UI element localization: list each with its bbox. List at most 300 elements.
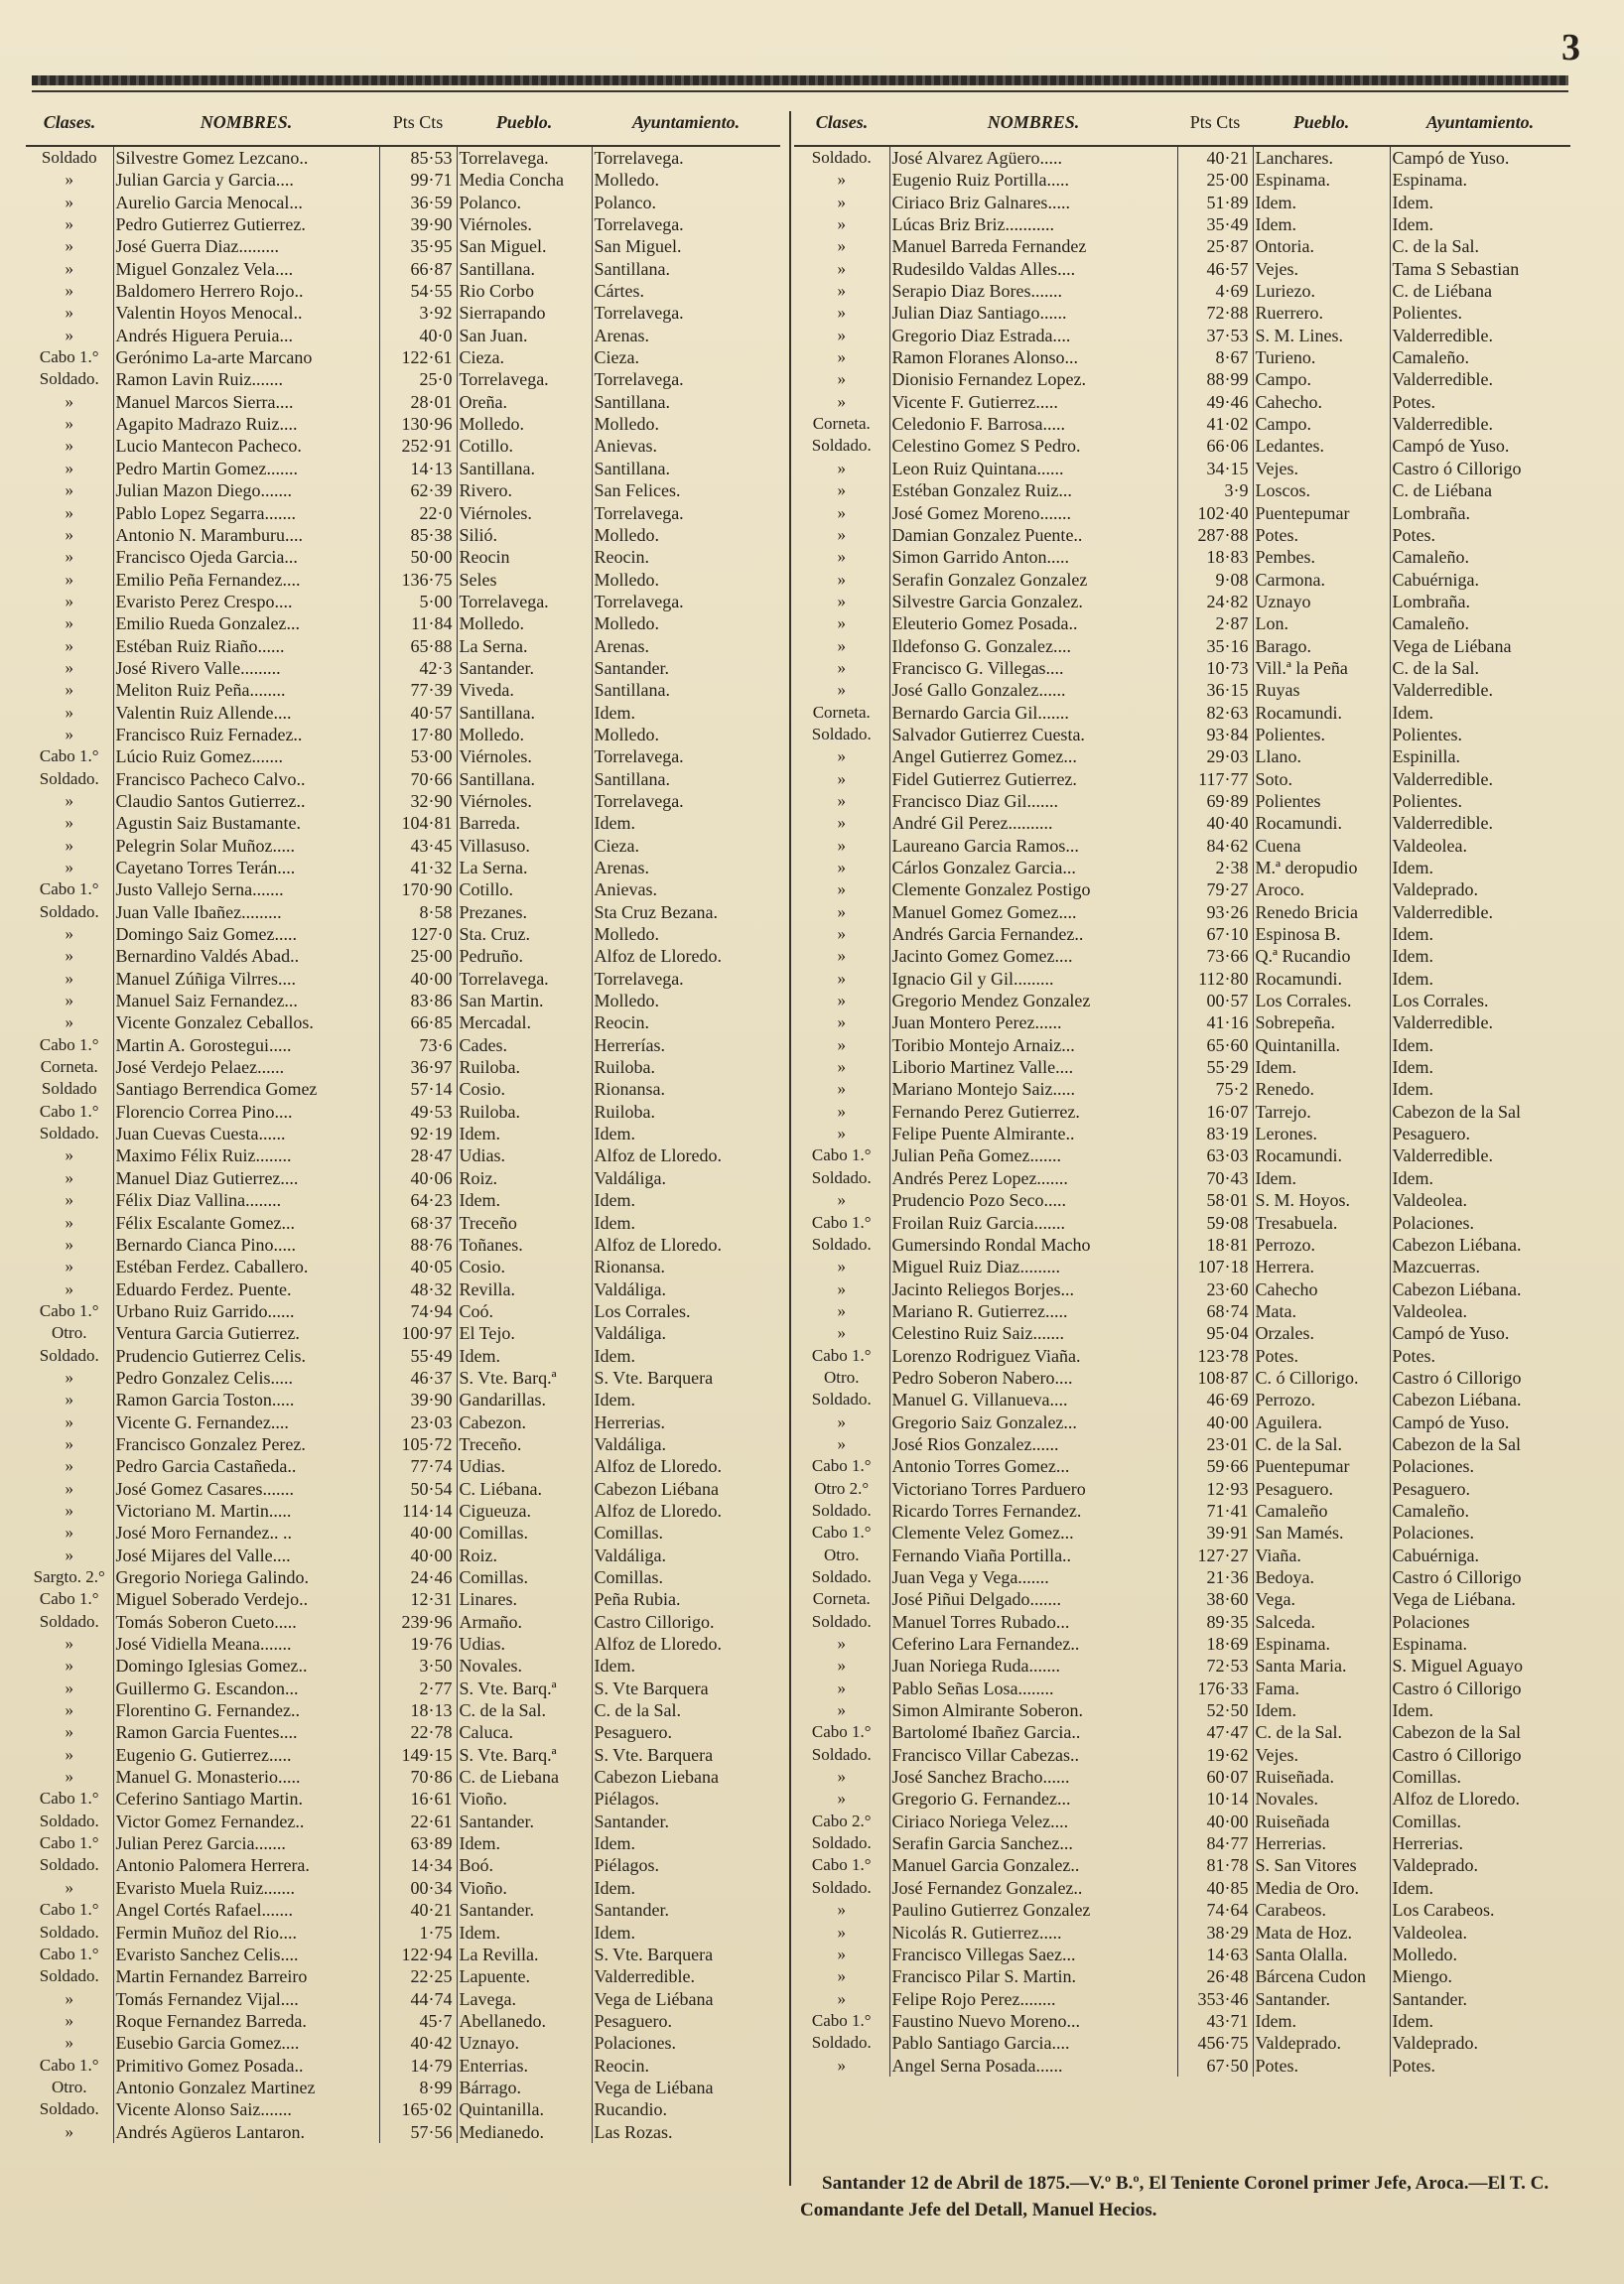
cell-pts: 100·97 <box>379 1322 457 1344</box>
cell-pueblo: Potes. <box>1253 2055 1390 2077</box>
cell-pts: 25·00 <box>379 945 457 967</box>
cell-pueblo: Llano. <box>1253 745 1390 767</box>
cell-ayuntamiento: Molledo. <box>592 169 780 191</box>
cell-pts: 18·83 <box>1177 546 1253 568</box>
cell-ayuntamiento: Molledo. <box>592 612 780 634</box>
table-row <box>26 302 780 324</box>
cell-pueblo: Cosio. <box>457 1256 592 1277</box>
table-row <box>794 1832 1570 1854</box>
cell-pueblo: Udias. <box>457 1144 592 1166</box>
cell-ayuntamiento: Los Carabeos. <box>1390 1899 1570 1921</box>
table-row <box>794 524 1570 546</box>
cell-pts: 51·89 <box>1177 192 1253 213</box>
cell-pts: 14·79 <box>379 2055 457 2077</box>
cell-ayuntamiento: Anievas. <box>592 878 780 900</box>
cell-clase: Cabo 1.° <box>39 1101 99 1121</box>
table-row <box>794 945 1570 967</box>
cell-pueblo: Ruiseñada. <box>1253 1766 1390 1788</box>
cell-ayuntamiento: Reocin. <box>592 546 780 568</box>
cell-ayuntamiento: Idem. <box>1390 1034 1570 1056</box>
table-row <box>794 1744 1570 1766</box>
cell-clase: Soldado. <box>811 724 872 743</box>
cell-pts: 46·69 <box>1177 1389 1253 1411</box>
cell-nombre: Salvador Gutierrez Cuesta. <box>889 724 1177 745</box>
cell-pueblo: Salceda. <box>1253 1611 1390 1633</box>
cell-pueblo: C. Liébana. <box>457 1478 592 1500</box>
cell-pueblo: Ledantes. <box>1253 435 1390 457</box>
cell-pueblo: Boó. <box>457 1854 592 1876</box>
cell-nombre: Manuel Zúñiga Vilrres.... <box>113 968 379 990</box>
cell-ayuntamiento: Valdáliga. <box>592 1545 780 1566</box>
cell-ayuntamiento: Cabuérniga. <box>1390 1545 1570 1566</box>
cell-ayuntamiento: Molledo. <box>592 923 780 945</box>
cell-clase: Soldado. <box>811 436 872 456</box>
cell-pueblo: Santander. <box>457 1899 592 1921</box>
cell-pueblo: Idem. <box>457 1189 592 1211</box>
cell-pts: 68·37 <box>379 1212 457 1234</box>
table-row <box>26 1056 780 1078</box>
cell-nombre: Serafin Garcia Sanchez... <box>889 1832 1177 1854</box>
cell-nombre: Cayetano Torres Terán.... <box>113 857 379 878</box>
cell-pueblo: Idem. <box>457 1832 592 1854</box>
cell-pts: 48·32 <box>379 1278 457 1300</box>
cell-ayuntamiento: Santander. <box>592 1899 780 1921</box>
cell-clase: » <box>65 281 73 301</box>
table-row <box>794 1256 1570 1277</box>
cell-ayuntamiento: Santillana. <box>592 258 780 280</box>
cell-pueblo: Treceño. <box>457 1433 592 1455</box>
cell-clase: Soldado. <box>39 1124 99 1143</box>
cell-clase: Soldado. <box>39 2099 99 2119</box>
cell-pts: 40·0 <box>379 325 457 346</box>
cell-pts: 40·05 <box>379 1256 457 1277</box>
table-row <box>26 1189 780 1211</box>
cell-pueblo: C. de Liebana <box>457 1766 592 1788</box>
table-row <box>26 1811 780 1832</box>
cell-ayuntamiento: Castro ó Cillorigo <box>1390 1367 1570 1389</box>
cell-pts: 36·97 <box>379 1056 457 1078</box>
table-row <box>26 1854 780 1876</box>
cell-clase: » <box>837 170 846 190</box>
cell-clase: » <box>837 991 846 1010</box>
cell-pueblo: Cuena <box>1253 835 1390 857</box>
cell-pueblo: Uznayo. <box>457 2032 592 2054</box>
cell-ayuntamiento: Santillana. <box>592 391 780 413</box>
cell-nombre: Ramon Lavin Ruiz....... <box>113 368 379 390</box>
cell-nombre: Francisco Pilar S. Martin. <box>889 1965 1177 1987</box>
cell-nombre: Liborio Martinez Valle.... <box>889 1056 1177 1078</box>
cell-pts: 99·71 <box>379 169 457 191</box>
cell-clase: » <box>837 1767 846 1787</box>
table-row <box>794 2032 1570 2054</box>
cell-clase: » <box>837 946 846 966</box>
cell-pts: 75·2 <box>1177 1078 1253 1100</box>
cell-pts: 50·00 <box>379 546 457 568</box>
table-row <box>794 192 1570 213</box>
cell-pts: 40·21 <box>379 1899 457 1921</box>
cell-ayuntamiento: Valdáliga. <box>592 1433 780 1455</box>
cell-pts: 18·69 <box>1177 1633 1253 1655</box>
cell-nombre: Vicente F. Gutierrez..... <box>889 391 1177 413</box>
table-row <box>794 502 1570 524</box>
cell-ayuntamiento: Idem. <box>1390 192 1570 213</box>
cell-pts: 4·69 <box>1177 280 1253 302</box>
cell-ayuntamiento: Polaciones. <box>1390 1455 1570 1477</box>
cell-pueblo: Tarrejo. <box>1253 1101 1390 1123</box>
cell-clase: » <box>65 1523 73 1543</box>
cell-clase: » <box>65 1278 73 1298</box>
table-row <box>794 790 1570 812</box>
cell-nombre: Angel Serna Posada...... <box>889 2055 1177 2077</box>
cell-pts: 59·08 <box>1177 1212 1253 1234</box>
cell-clase: Soldado. <box>39 1966 99 1986</box>
cell-pts: 88·76 <box>379 1234 457 1256</box>
cell-pts: 52·50 <box>1177 1699 1253 1721</box>
cell-ayuntamiento: Molledo. <box>592 569 780 591</box>
cell-ayuntamiento: Santander. <box>592 1811 780 1832</box>
cell-nombre: Francisco Ojeda Garcia... <box>113 546 379 568</box>
cell-nombre: Ignacio Gil y Gil......... <box>889 968 1177 990</box>
cell-nombre: Prudencio Gutierrez Celis. <box>113 1345 379 1367</box>
cell-nombre: Bernardo Garcia Gil....... <box>889 702 1177 724</box>
cell-clase: Soldado. <box>39 1611 99 1631</box>
cell-clase: » <box>65 813 73 833</box>
cell-clase: » <box>65 724 73 743</box>
cell-pts: 12·93 <box>1177 1478 1253 1500</box>
cell-nombre: Ramon Garcia Fuentes.... <box>113 1721 379 1743</box>
cell-clase: » <box>65 946 73 966</box>
cell-ayuntamiento: Idem. <box>1390 945 1570 967</box>
table-row <box>26 1699 780 1721</box>
cell-pts: 84·62 <box>1177 835 1253 857</box>
cell-pueblo: Idem. <box>1253 192 1390 213</box>
cell-nombre: Vicente Gonzalez Ceballos. <box>113 1011 379 1033</box>
table-row <box>26 1433 780 1455</box>
cell-pts: 35·49 <box>1177 213 1253 235</box>
cell-nombre: Evaristo Muela Ruiz....... <box>113 1877 379 1899</box>
cell-nombre: Froilan Ruiz Garcia....... <box>889 1212 1177 1234</box>
cell-pts: 40·00 <box>379 1545 457 1566</box>
table-row <box>794 479 1570 501</box>
cell-nombre: Jacinto Gomez Gomez.... <box>889 945 1177 967</box>
cell-ayuntamiento: Polaciones. <box>592 2032 780 2054</box>
table-row <box>26 1522 780 1544</box>
header-pts: Pts Cts <box>1177 99 1253 146</box>
cell-nombre: José Fernandez Gonzalez.. <box>889 1877 1177 1899</box>
cell-clase: » <box>65 502 73 522</box>
cell-pts: 63·03 <box>1177 1144 1253 1166</box>
cell-pueblo: La Serna. <box>457 635 592 657</box>
cell-ayuntamiento: Cabezon de la Sal <box>1390 1101 1570 1123</box>
cell-ayuntamiento: Valdeolea. <box>1390 1189 1570 1211</box>
cell-nombre: Manuel G. Villanueva.... <box>889 1389 1177 1411</box>
table-row <box>794 591 1570 612</box>
header-row <box>794 99 1570 146</box>
cell-clase: » <box>837 901 846 921</box>
header-pts: Pts Cts <box>379 99 457 146</box>
left-table-body <box>26 146 780 2143</box>
cell-pueblo: Sobrepeña. <box>1253 1011 1390 1033</box>
cell-nombre: Juan Valle Ibañez......... <box>113 901 379 923</box>
cell-pts: 49·53 <box>379 1101 457 1123</box>
cell-nombre: Agustin Saiz Bustamante. <box>113 812 379 834</box>
cell-pts: 47·47 <box>1177 1721 1253 1743</box>
cell-clase: » <box>65 303 73 323</box>
cell-nombre: Ciriaco Noriega Velez.... <box>889 1811 1177 1832</box>
cell-pts: 24·82 <box>1177 591 1253 612</box>
cell-nombre: Paulino Gutierrez Gonzalez <box>889 1899 1177 1921</box>
cell-pueblo: Vejes. <box>1253 258 1390 280</box>
cell-pts: 25·0 <box>379 368 457 390</box>
cell-pueblo: Bedoya. <box>1253 1566 1390 1588</box>
cell-clase: » <box>837 1789 846 1809</box>
cell-ayuntamiento: Herrerias. <box>592 1411 780 1433</box>
table-row <box>794 546 1570 568</box>
cell-pts: 176·33 <box>1177 1678 1253 1699</box>
cell-clase: » <box>837 214 846 234</box>
cell-pts: 62·39 <box>379 479 457 501</box>
cell-pts: 65·60 <box>1177 1034 1253 1056</box>
table-row <box>794 391 1570 413</box>
cell-pueblo: S. Vte. Barq.ª <box>457 1678 592 1699</box>
cell-clase: Corneta. <box>40 1057 98 1077</box>
cell-pueblo: Idem. <box>457 1123 592 1144</box>
cell-ayuntamiento: Torrelavega. <box>592 502 780 524</box>
cell-clase: » <box>65 1700 73 1720</box>
cell-pueblo: S. M. Lines. <box>1253 325 1390 346</box>
cell-nombre: Serapio Diaz Bores....... <box>889 280 1177 302</box>
cell-ayuntamiento: Cabezon Liébana. <box>1390 1234 1570 1256</box>
right-roster-table <box>794 99 1570 2077</box>
cell-ayuntamiento: Herrerias. <box>1390 1832 1570 1854</box>
cell-pts: 34·15 <box>1177 458 1253 479</box>
cell-clase: » <box>65 1190 73 1210</box>
cell-pts: 14·34 <box>379 1854 457 1876</box>
cell-ayuntamiento: Pesaguero. <box>592 2010 780 2032</box>
table-row <box>26 857 780 878</box>
cell-clase: » <box>65 480 73 500</box>
table-row <box>794 169 1570 191</box>
cell-pueblo: Cabezon. <box>457 1411 592 1433</box>
cell-ayuntamiento: Las Rozas. <box>592 2121 780 2143</box>
table-row <box>26 1788 780 1810</box>
cell-clase: Soldado. <box>39 901 99 921</box>
cell-ayuntamiento: Idem. <box>1390 1877 1570 1899</box>
cell-ayuntamiento: Rionansa. <box>592 1078 780 1100</box>
cell-pueblo: S. M. Hoyos. <box>1253 1189 1390 1211</box>
table-row <box>794 1699 1570 1721</box>
cell-pts: 00·34 <box>379 1877 457 1899</box>
cell-nombre: José Alvarez Agüero..... <box>889 146 1177 169</box>
cell-clase: » <box>837 746 846 766</box>
table-row <box>794 812 1570 834</box>
table-row <box>794 1234 1570 1256</box>
cell-pts: 93·84 <box>1177 724 1253 745</box>
table-row <box>26 546 780 568</box>
cell-pueblo: Molledo. <box>457 413 592 435</box>
cell-clase: » <box>65 1988 73 2008</box>
cell-pts: 73·6 <box>379 1034 457 1056</box>
cell-pts: 8·99 <box>379 2077 457 2098</box>
cell-clase: » <box>837 1900 846 1920</box>
cell-ayuntamiento: Valdáliga. <box>592 1322 780 1344</box>
table-row <box>26 1922 780 1944</box>
cell-clase: Otro. <box>824 1367 860 1387</box>
cell-clase: » <box>65 414 73 434</box>
cell-clase: Cabo 1.° <box>39 1900 99 1920</box>
table-row <box>26 1411 780 1433</box>
cell-pueblo: Roiz. <box>457 1545 592 1566</box>
cell-clase: » <box>837 835 846 855</box>
cell-nombre: Pablo Lopez Segarra....... <box>113 502 379 524</box>
cell-ayuntamiento: Idem. <box>592 1832 780 1854</box>
cell-pueblo: Uznayo <box>1253 591 1390 612</box>
cell-clase: Cabo 1.° <box>811 1456 872 1476</box>
table-row <box>26 1123 780 1144</box>
table-row <box>794 1811 1570 1832</box>
cell-pts: 2·87 <box>1177 612 1253 634</box>
cell-pts: 37·53 <box>1177 325 1253 346</box>
cell-ayuntamiento: Valderredible. <box>1390 413 1570 435</box>
cell-pts: 85·53 <box>379 146 457 169</box>
table-row <box>794 1433 1570 1455</box>
cell-nombre: Lúcas Briz Briz........... <box>889 213 1177 235</box>
cell-pueblo: C. de la Sal. <box>1253 1721 1390 1743</box>
cell-clase: » <box>65 391 73 411</box>
cell-clase: » <box>65 1433 73 1453</box>
cell-ayuntamiento: Torrelavega. <box>592 591 780 612</box>
cell-nombre: Nicolás R. Gutierrez..... <box>889 1922 1177 1944</box>
table-row <box>794 1144 1570 1166</box>
table-row <box>26 923 780 945</box>
table-row <box>794 1056 1570 1078</box>
table-row <box>26 2055 780 2077</box>
cell-nombre: Lúcio Ruiz Gomez....... <box>113 745 379 767</box>
cell-clase: Soldado <box>41 148 97 167</box>
table-row <box>26 1678 780 1699</box>
cell-clase: » <box>837 858 846 876</box>
cell-pueblo: Mata de Hoz. <box>1253 1922 1390 1944</box>
cell-pts: 43·45 <box>379 835 457 857</box>
cell-clase: » <box>837 1656 846 1676</box>
cell-ayuntamiento: Arenas. <box>592 325 780 346</box>
table-row <box>26 1744 780 1766</box>
cell-nombre: Ceferino Santiago Martin. <box>113 1788 379 1810</box>
cell-nombre: Francisco Villegas Saez... <box>889 1944 1177 1965</box>
cell-pueblo: Ruerrero. <box>1253 302 1390 324</box>
cell-pueblo: Cosio. <box>457 1078 592 1100</box>
cell-pts: 170·90 <box>379 878 457 900</box>
cell-ayuntamiento: Torrelavega. <box>592 790 780 812</box>
cell-ayuntamiento: Valdeprado. <box>1390 2032 1570 2054</box>
cell-nombre: Martin A. Gorostegui..... <box>113 1034 379 1056</box>
cell-ayuntamiento: Idem. <box>592 1345 780 1367</box>
cell-pueblo: Villasuso. <box>457 835 592 857</box>
cell-ayuntamiento: Polaciones. <box>1390 1212 1570 1234</box>
cell-pueblo: Aguilera. <box>1253 1411 1390 1433</box>
table-row <box>794 1300 1570 1322</box>
cell-ayuntamiento: Lombraña. <box>1390 502 1570 524</box>
cell-pueblo: Prezanes. <box>457 901 592 923</box>
cell-pts: 64·23 <box>379 1189 457 1211</box>
cell-pueblo: Rocamundi. <box>1253 812 1390 834</box>
cell-ayuntamiento: San Miguel. <box>592 235 780 257</box>
cell-pts: 68·74 <box>1177 1300 1253 1322</box>
cell-ayuntamiento: Santillana. <box>592 768 780 790</box>
cell-pts: 36·59 <box>379 192 457 213</box>
cell-ayuntamiento: S. Vte. Barquera <box>592 1944 780 1965</box>
cell-ayuntamiento: Idem. <box>592 1189 780 1211</box>
cell-clase: Otro 2.° <box>814 1478 870 1498</box>
cell-nombre: Juan Montero Perez...... <box>889 1011 1177 1033</box>
cell-nombre: José Gallo Gonzalez...... <box>889 679 1177 701</box>
table-row <box>26 479 780 501</box>
cell-nombre: Felipe Puente Almirante.. <box>889 1123 1177 1144</box>
table-row <box>26 2098 780 2120</box>
cell-ayuntamiento: Idem. <box>592 1655 780 1677</box>
cell-clase: » <box>837 524 846 544</box>
cell-pueblo: Campo. <box>1253 413 1390 435</box>
cell-ayuntamiento: C. de Liébana <box>1390 479 1570 501</box>
cell-clase: » <box>65 1145 73 1165</box>
cell-nombre: Manuel Torres Rubado... <box>889 1611 1177 1633</box>
table-row <box>794 1367 1570 1389</box>
cell-nombre: Maximo Félix Ruiz........ <box>113 1144 379 1166</box>
cell-pts: 38·60 <box>1177 1588 1253 1610</box>
cell-clase: Cabo 1.° <box>39 1944 99 1963</box>
header-pueblo: Pueblo. <box>1253 99 1390 146</box>
cell-nombre: Félix Escalante Gomez... <box>113 1212 379 1234</box>
cell-pueblo: S. Vte. Barq.ª <box>457 1744 592 1766</box>
cell-clase: Soldado. <box>811 1390 872 1410</box>
cell-pts: 14·13 <box>379 458 457 479</box>
cell-pueblo: Ruyas <box>1253 679 1390 701</box>
cell-clase: Soldado. <box>811 148 872 167</box>
cell-pueblo: Soto. <box>1253 768 1390 790</box>
cell-pueblo: Santillana. <box>457 768 592 790</box>
cell-nombre: Damian Gonzalez Puente.. <box>889 524 1177 546</box>
cell-pueblo: Ruiloba. <box>457 1056 592 1078</box>
cell-clase: » <box>65 680 73 700</box>
cell-nombre: Mariano Montejo Saiz..... <box>889 1078 1177 1100</box>
cell-clase: » <box>837 1257 846 1276</box>
header-pueblo: Pueblo. <box>457 99 592 146</box>
top-thin-rule <box>32 90 1568 92</box>
cell-pueblo: Ruiseñada <box>1253 1811 1390 1832</box>
cell-pts: 66·87 <box>379 258 457 280</box>
cell-clase: » <box>837 192 846 211</box>
cell-pts: 35·16 <box>1177 635 1253 657</box>
cell-pts: 9·08 <box>1177 569 1253 591</box>
cell-clase: » <box>837 502 846 522</box>
cell-nombre: Fernando Perez Gutierrez. <box>889 1101 1177 1123</box>
cell-nombre: Leon Ruiz Quintana...... <box>889 458 1177 479</box>
cell-ayuntamiento: Potes. <box>1390 2055 1570 2077</box>
cell-pts: 35·95 <box>379 235 457 257</box>
cell-nombre: Gerónimo La-arte Marcano <box>113 346 379 368</box>
cell-ayuntamiento: Espinama. <box>1390 169 1570 191</box>
cell-clase: Otro. <box>52 2077 87 2096</box>
cell-pts: 19·62 <box>1177 1744 1253 1766</box>
cell-pts: 130·96 <box>379 413 457 435</box>
cell-clase: » <box>65 2033 73 2053</box>
cell-clase: » <box>837 325 846 344</box>
cell-clase: » <box>837 591 846 610</box>
cell-ayuntamiento: Idem. <box>1390 968 1570 990</box>
cell-nombre: Julian Diaz Santiago...... <box>889 302 1177 324</box>
cell-clase: » <box>837 303 846 323</box>
cell-pts: 00·57 <box>1177 990 1253 1011</box>
